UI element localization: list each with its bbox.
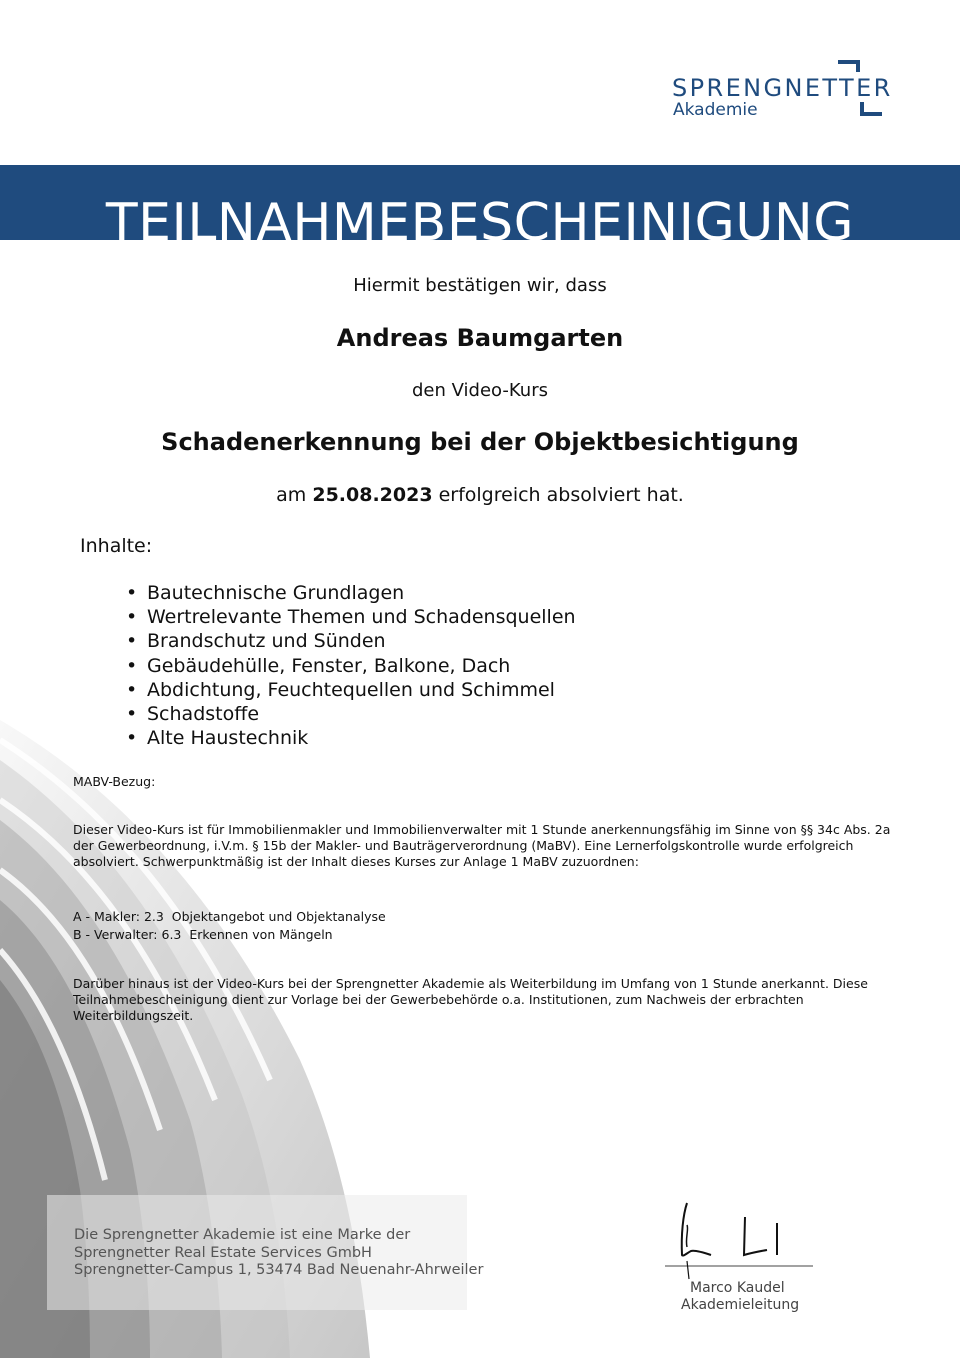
course-intro-text: den Video-Kurs bbox=[412, 380, 548, 401]
title-banner bbox=[0, 165, 960, 240]
signature-image bbox=[665, 1195, 815, 1285]
participant-name: Andreas Baumgarten bbox=[336, 324, 624, 352]
contents-label: Inhalte: bbox=[80, 535, 153, 557]
completion-date-line bbox=[0, 484, 960, 506]
logo-subtitle: Akademie bbox=[673, 100, 758, 120]
list-item: • Alte Haustechnik bbox=[126, 726, 576, 750]
contents-list bbox=[126, 581, 576, 750]
date-prefix: am bbox=[276, 484, 307, 506]
footer-line: Sprengnetter Real Estate Services GmbH bbox=[74, 1244, 372, 1261]
certificate-heading: TEILNAHMEBESCHEINIGUNG bbox=[105, 193, 855, 240]
footer-address bbox=[74, 1227, 483, 1280]
list-item: • Gebäudehülle, Fenster, Balkone, Dach bbox=[126, 654, 576, 678]
list-item: • Brandschutz und Sünden bbox=[126, 629, 576, 653]
mabv-makler-line: A - Makler: 2.3 Objektangebot und Objektanalyse bbox=[73, 909, 386, 924]
list-item: • Bautechnische Grundlagen bbox=[126, 581, 576, 605]
signatory-role: Akademieleitung bbox=[681, 1297, 800, 1313]
sprengnetter-logo bbox=[672, 58, 912, 122]
course-title: Schadenerkennung bei der Objektbesichtigung bbox=[161, 428, 799, 456]
footer-line: Sprengnetter-Campus 1, 53474 Bad Neuenahr-Ahrweiler bbox=[74, 1262, 484, 1278]
mabv-paragraph: Dieser Video-Kurs ist für Immobilienmakler und Immobilienverwalter mit 1 Stunde anerkennungsfähig im Sinne von §§ 34c Abs. 2a der Gewerbeordnung, i.V.m. § 15b der Makler- und Bauträgerverordnung (MaBV). Eine Lernerfolgskontrolle wurde erfolgreich absolviert. Schwerpunktmäßig ist der Inhalt dieses Kurses zur Anlage 1 MaBV zuzuordnen: bbox=[73, 822, 891, 869]
confirmation-text: Hiermit bestätigen wir, dass bbox=[353, 275, 607, 296]
footer-line: Die Sprengnetter Akademie ist eine Marke der bbox=[74, 1227, 411, 1243]
list-item: • Abdichtung, Feuchtequellen und Schimmel bbox=[126, 678, 576, 702]
list-item: • Schadstoffe bbox=[126, 702, 576, 726]
mabv-label: MABV-Bezug: bbox=[73, 774, 156, 789]
completion-date: 25.08.2023 bbox=[312, 484, 433, 506]
further-education-paragraph: Darüber hinaus ist der Video-Kurs bei der Sprengnetter Akademie als Weiterbildung im Umfang von 1 Stunde anerkannt. Diese Teilnahmebescheinigung dient zur Vorlage bei der Gewerbebehörde o.a. Institutionen, zum Nachweis der erbrachten Weiterbildungszeit. bbox=[73, 976, 868, 1023]
mabv-verwalter-line: B - Verwalter: 6.3 Erkennen von Mängeln bbox=[73, 927, 333, 942]
date-suffix: erfolgreich absolviert hat. bbox=[438, 484, 684, 506]
signatory-name: Marco Kaudel bbox=[690, 1280, 785, 1296]
logo-wordmark: SPRENGNETTER bbox=[672, 74, 893, 102]
list-item: • Wertrelevante Themen und Schadensquellen bbox=[126, 605, 576, 629]
